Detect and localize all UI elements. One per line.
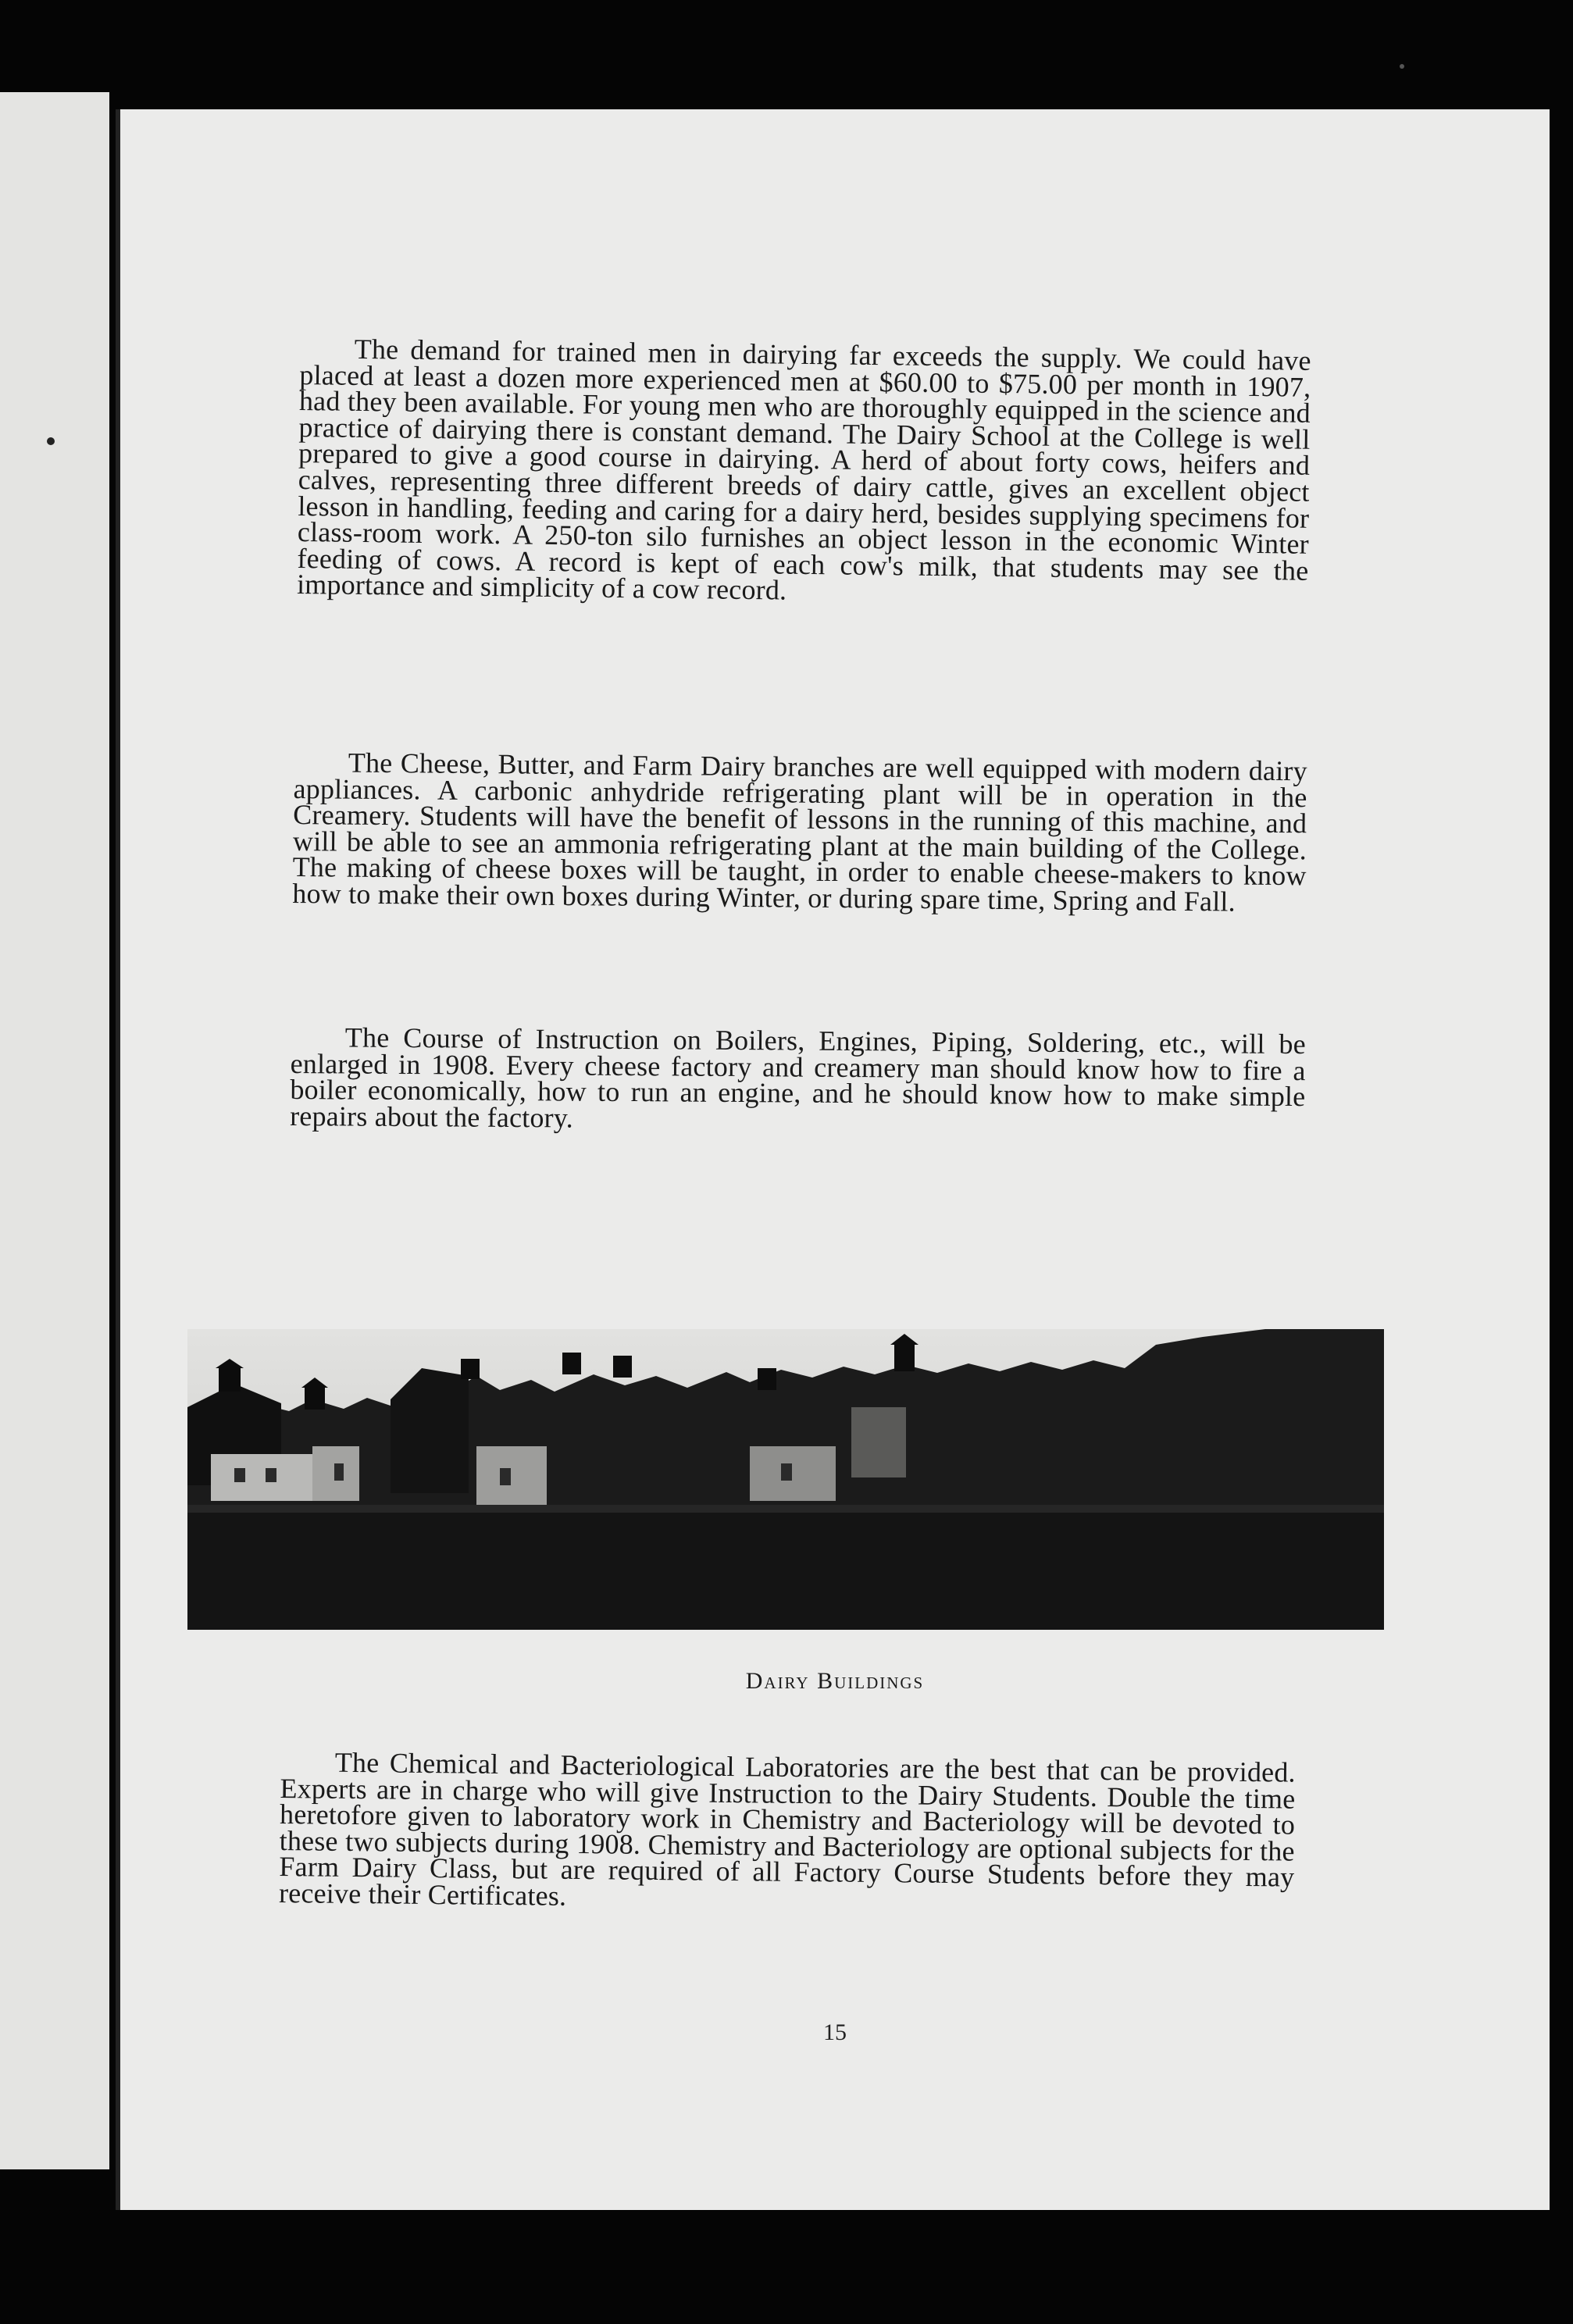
page-number: 15 (823, 2019, 847, 2045)
book-page (116, 109, 1550, 2210)
paragraph-dairy-demand: The demand for trained men in dairying far exceeds the supply. We could have placed at least a dozen more experienced men at $60.00 to $75.00 per month in 1907, had they been available. For young men who are thoroughly equipped in the science and practice of dairying there is constant demand. The Dairy School at the College is well prepared to give a good course in dairying. A herd of about forty cows, heifers and calves, representing three different breeds of dairy cattle, gives an excellent object lesson in handling, feeding and caring for a dairy herd, besides supplying specimens for class-room work. A 250-ton silo furnishes an object lesson in the economic Winter feeding of cows. A record is kept of each cow's milk, that students may see the importance and simplicity of a cow record. (296, 333, 1311, 606)
paragraph-dairy-branches: The Cheese, Butter, and Farm Dairy branches are well equipped with modern dairy appliances. A carbonic anhydride refrigerating plant will be in operation in the Creamery. Students will have the benefit of lessons in the running of this machine, and will be able to see an ammonia refrigerating plant at the main building of the College. The making of cheese boxes will be taught, in order to enable cheese-makers to know how to make their own boxes during Winter, or during spare time, Spring and Fall. (292, 747, 1307, 918)
dairy-buildings-photo (187, 1329, 1384, 1630)
margin-mark (47, 437, 55, 445)
figure-caption: Dairy Buildings (745, 1668, 925, 1694)
paragraph-laboratories: The Chemical and Bacteriological Laboratories are the best that can be provided. Experts are in charge who will give Instruction to the Dairy Students. Double the time heretofore given to laboratory work in Chemistry and Bacteriology will be devoted to these two subjects during 1908. Chemistry and Bacteriology are optional subjects for the Farm Dairy Class, but are required of all Factory Course Students before they may receive their Certificates. (278, 1746, 1296, 1912)
paragraph-boilers-course: The Course of Instruction on Boilers, Engines, Piping, Soldering, etc., will be enlarged in 1908. Every cheese factory and creamery man should know how to fire a boiler economically, how to run an engine, and he should know how to make simple repairs about the factory. (290, 1021, 1306, 1134)
left-page-edge (0, 92, 109, 2169)
margin-mark (1400, 64, 1404, 69)
